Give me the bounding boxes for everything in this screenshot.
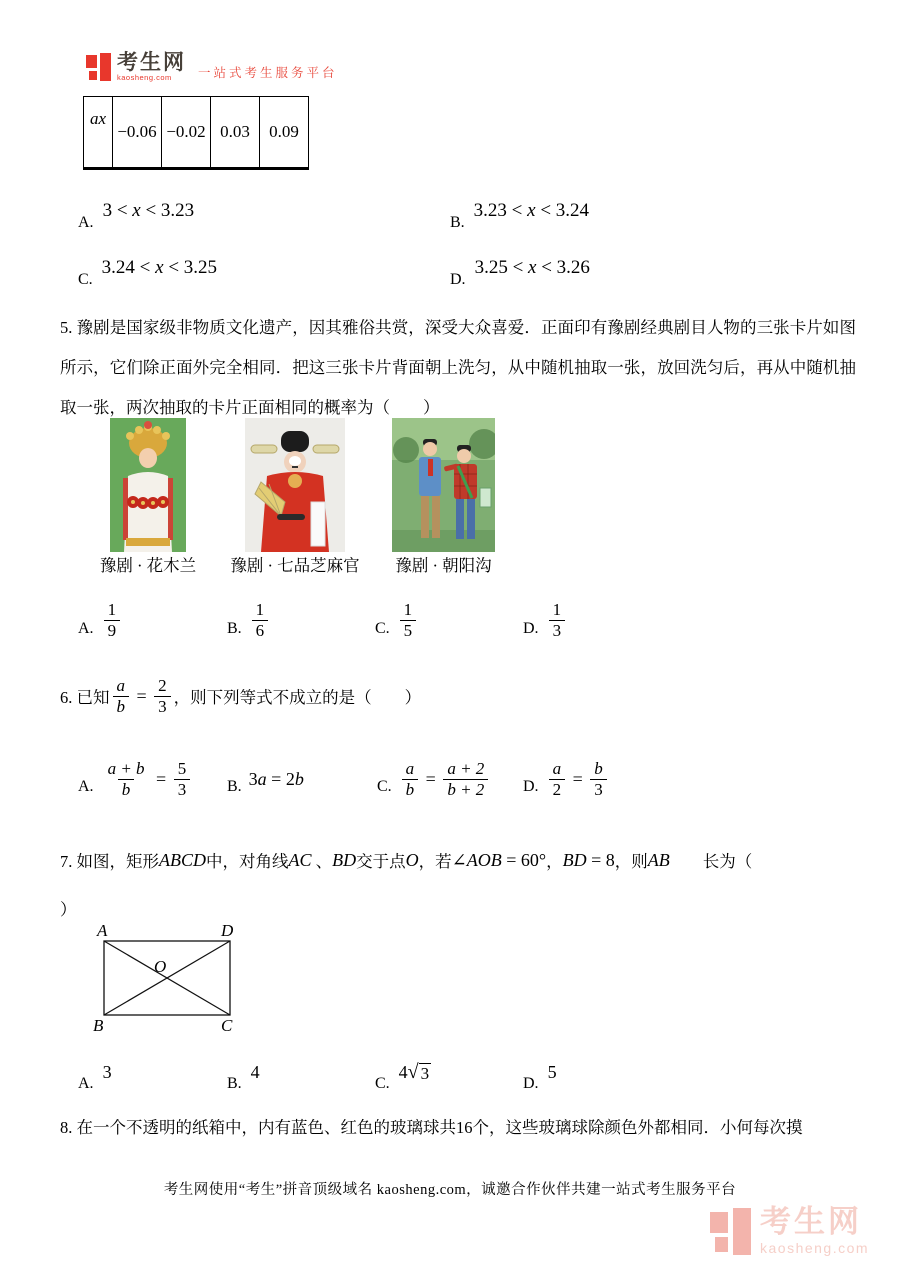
option-label: D. bbox=[450, 271, 466, 288]
option-label: B. bbox=[227, 1075, 242, 1092]
q4-option-c bbox=[78, 257, 217, 289]
option-expression: 3.23 < x < 3.24 bbox=[473, 200, 590, 221]
option-expression: 3.24 < x < 3.25 bbox=[101, 257, 218, 278]
table-cell: −0.02 bbox=[161, 97, 210, 167]
q7-option-d bbox=[523, 1062, 557, 1093]
logo-tagline: 一站式考生服务平台 bbox=[198, 66, 338, 80]
opera-card-illustration bbox=[245, 418, 345, 552]
q4-option-b bbox=[450, 200, 589, 232]
option-label: C. bbox=[375, 620, 390, 637]
option-expression: 3 < x < 3.23 bbox=[102, 200, 195, 221]
watermark-brand-text: 考生网 bbox=[760, 1204, 862, 1239]
q6-option-d bbox=[523, 752, 610, 806]
card-image-zhimaguan bbox=[245, 418, 345, 557]
table-cell: −0.06 bbox=[112, 97, 161, 167]
option-expression: 3.25 < x < 3.26 bbox=[474, 257, 590, 278]
option-label: C. bbox=[78, 271, 93, 288]
option-expression: $\frac{1}{9}$ bbox=[101, 600, 124, 641]
q6-stem: 6. 已知 $\frac{a}{b}$ = $\frac{2}{3}$ ，则下列等式不成立的是（ ） bbox=[60, 675, 422, 716]
table-cell: ax bbox=[83, 97, 112, 167]
option-expression: $\frac{a}{2}$ = $\frac{b}{3}$ bbox=[546, 759, 610, 800]
q5-stem: 5. 豫剧是国家级非物质文化遗产，因其雅俗共赏，深受大众喜爱．正面印有豫剧经典剧目人物的三张卡片如图所示，它们除正面外完全相同．把这三张卡片背面朝上洗匀，从中随机抽取一张，放回洗匀后，再从中随机抽取一张，两次抽取的卡片正面相同的概率为（ ） bbox=[60, 318, 856, 417]
option-expression: 4 bbox=[250, 1062, 260, 1082]
logo-domain-text: kaosheng.com bbox=[117, 73, 172, 83]
q5-option-d bbox=[523, 596, 568, 644]
opera-card-illustration bbox=[392, 418, 495, 552]
vertex-label-b: B bbox=[93, 1016, 104, 1034]
option-expression: $\frac{a}{b}$ = $\frac{a + 2}{b + 2}$ bbox=[399, 759, 492, 800]
vertex-label-c: C bbox=[221, 1016, 233, 1034]
q5-option-b bbox=[227, 596, 271, 644]
option-label: B. bbox=[227, 778, 242, 795]
option-expression: 4 √ 3 bbox=[398, 1061, 430, 1083]
option-label: A. bbox=[78, 620, 94, 637]
option-expression: $\frac{a + b}{b}$ = $\frac{5}{3}$ bbox=[101, 759, 194, 800]
kaosheng-watermark bbox=[710, 1206, 869, 1258]
option-label: A. bbox=[78, 214, 94, 231]
option-label: A. bbox=[78, 778, 94, 795]
kaosheng-logo-icon bbox=[86, 52, 112, 82]
vertex-label-d: D bbox=[221, 922, 234, 940]
option-expression: 3 bbox=[102, 1062, 112, 1082]
card-caption: 豫剧 · 花木兰 bbox=[99, 556, 197, 575]
q8-stem: 8. 在一个不透明的纸箱中，内有蓝色、红色的玻璃球共16个，这些玻璃球除颜色外都相同．小何每次摸 bbox=[60, 1118, 803, 1137]
q6-option-a bbox=[78, 752, 193, 806]
option-expression: $\frac{1}{6}$ bbox=[249, 600, 272, 641]
card-image-chaoyanggou bbox=[392, 418, 495, 557]
footer-text: 考生网使用“考生”拼音顶级域名 kaosheng.com，诚邀合作伙伴共建一站式考生服务平台 bbox=[163, 1182, 737, 1198]
card-caption: 豫剧 · 七品芝麻官 bbox=[230, 556, 360, 575]
logo-brand-text: 考生网 bbox=[117, 51, 186, 75]
data-table bbox=[83, 96, 309, 170]
option-label: B. bbox=[450, 214, 465, 231]
q6-option-c bbox=[377, 752, 491, 806]
option-expression: $\frac{1}{3}$ bbox=[546, 600, 569, 641]
option-label: D. bbox=[523, 620, 539, 637]
q6-option-b bbox=[227, 752, 304, 806]
option-label: C. bbox=[375, 1075, 390, 1092]
option-expression: $\frac{1}{5}$ bbox=[397, 600, 420, 641]
option-label: C. bbox=[377, 778, 392, 795]
card-caption: 豫剧 · 朝阳沟 bbox=[395, 556, 492, 575]
option-expression: 3 a = 2 b bbox=[248, 768, 304, 789]
kaosheng-watermark-icon bbox=[710, 1206, 754, 1258]
option-label: D. bbox=[523, 778, 539, 795]
kaosheng-logo bbox=[86, 52, 338, 82]
table-cell: 0.09 bbox=[259, 97, 309, 167]
q5-option-a bbox=[78, 596, 123, 644]
q7-option-b bbox=[227, 1062, 260, 1093]
center-label-o: O bbox=[154, 957, 167, 976]
q4-option-d bbox=[450, 257, 590, 289]
card-image-huamulan bbox=[110, 418, 186, 557]
option-expression: 5 bbox=[547, 1062, 557, 1082]
q5-option-c bbox=[375, 596, 419, 644]
q7-stem-close-paren: ） bbox=[60, 900, 77, 919]
table-cell: 0.03 bbox=[210, 97, 259, 167]
q7-option-a bbox=[78, 1062, 112, 1093]
q7-stem: 7. 如图，矩形 ABCD 中，对角线 AC 、 BD 交于点 O ，若 ∠ AOB = 60° ， BD = 8 ，则 AB 长为（ bbox=[60, 849, 753, 871]
vertex-label-a: A bbox=[97, 922, 108, 940]
option-label: A. bbox=[78, 1075, 94, 1092]
option-label: D. bbox=[523, 1075, 539, 1092]
option-label: B. bbox=[227, 620, 242, 637]
q7-option-c bbox=[375, 1062, 431, 1093]
q4-option-a bbox=[78, 200, 194, 232]
watermark-domain-text: kaosheng.com bbox=[760, 1240, 870, 1256]
opera-card-illustration bbox=[110, 418, 186, 552]
rectangle-abcd-figure bbox=[88, 922, 240, 1034]
